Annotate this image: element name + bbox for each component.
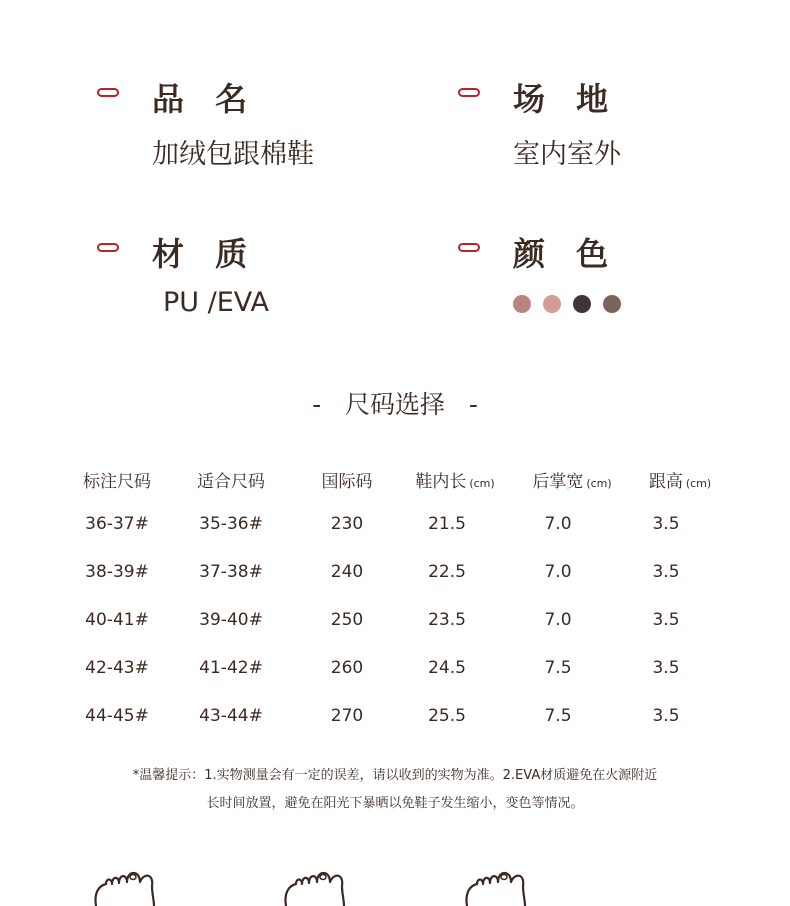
- table-cell: 3.5: [652, 610, 680, 630]
- table-row: [0, 558, 790, 606]
- table-row: [0, 654, 790, 702]
- table-cell: 3.5: [652, 514, 680, 534]
- table-cell: 7.0: [544, 562, 572, 582]
- table-cell: 3.5: [652, 658, 680, 678]
- table-cell: 3.5: [652, 562, 680, 582]
- table-cell: 270: [330, 706, 364, 726]
- table-cell: 43-44#: [199, 706, 263, 726]
- section-title: - 尺码选择 -: [312, 390, 478, 419]
- foot-icons-row: [0, 860, 790, 900]
- info-title: 颜 色: [513, 235, 619, 273]
- table-cell: 3.5: [652, 706, 680, 726]
- column-header: [83, 467, 151, 492]
- pill-marker-icon: [97, 88, 119, 97]
- table-cell: 41-42#: [199, 658, 263, 678]
- table-cell: 37-38#: [199, 562, 263, 582]
- table-cell: 24.5: [428, 658, 466, 678]
- table-header-row: [0, 462, 790, 510]
- info-value: 室内室外: [513, 139, 621, 170]
- table-cell: 260: [330, 658, 364, 678]
- column-header-label: 鞋内长: [415, 472, 467, 492]
- column-header-label: 适合尺码: [197, 472, 265, 492]
- table-cell: 40-41#: [85, 610, 149, 630]
- foot-icon: [282, 866, 352, 906]
- table-cell: 7.0: [544, 610, 572, 630]
- note-line-1: *温馨提示：1.实物测量会有一定的误差，请以收到的实物为准。2.EVA材质避免在火源附近: [132, 768, 658, 783]
- pill-marker-icon: [458, 243, 480, 252]
- column-header-label: 国际码: [321, 472, 373, 492]
- pill-marker-icon: [97, 243, 119, 252]
- color-swatch: [513, 295, 531, 313]
- column-header: [649, 467, 711, 492]
- column-header-label: 标注尺码: [83, 472, 151, 492]
- table-cell: 38-39#: [85, 562, 149, 582]
- table-row: [0, 702, 790, 750]
- color-swatches: [513, 295, 621, 313]
- info-title: 品 名: [152, 80, 258, 118]
- table-cell: 7.5: [544, 658, 572, 678]
- column-header: [415, 467, 494, 492]
- color-swatch: [603, 295, 621, 313]
- table-row: [0, 606, 790, 654]
- color-swatch: [573, 295, 591, 313]
- column-header-unit: (cm): [469, 477, 495, 490]
- table-cell: 36-37#: [85, 514, 149, 534]
- table-row: [0, 510, 790, 558]
- column-header-label: 跟高: [648, 472, 683, 492]
- color-swatch: [543, 295, 561, 313]
- info-title: 场 地: [513, 80, 619, 118]
- table-cell: 44-45#: [85, 706, 149, 726]
- table-cell: 230: [330, 514, 364, 534]
- column-header-label: 后掌宽: [532, 472, 584, 492]
- table-cell: 35-36#: [199, 514, 263, 534]
- table-cell: 21.5: [428, 514, 466, 534]
- table-cell: 39-40#: [199, 610, 263, 630]
- column-header: [532, 467, 611, 492]
- table-cell: 25.5: [428, 706, 466, 726]
- table-cell: 22.5: [428, 562, 466, 582]
- foot-icon: [92, 866, 162, 906]
- column-header-unit: (cm): [685, 477, 712, 490]
- table-cell: 7.5: [544, 706, 572, 726]
- table-cell: 7.0: [544, 514, 572, 534]
- column-header: [197, 467, 265, 492]
- table-cell: 42-43#: [85, 658, 149, 678]
- table-cell: 23.5: [428, 610, 466, 630]
- column-header: [322, 467, 373, 492]
- table-cell: 250: [330, 610, 364, 630]
- size-table: [0, 462, 790, 750]
- pill-marker-icon: [458, 88, 480, 97]
- column-header-unit: (cm): [586, 477, 612, 490]
- info-title: 材 质: [152, 235, 258, 273]
- info-value: 加绒包跟棉鞋: [152, 139, 314, 170]
- table-cell: 240: [330, 562, 364, 582]
- note-line-2: 长时间放置，避免在阳光下暴晒以免鞋子发生缩小，变色等情况。: [206, 796, 584, 811]
- info-value: PU /EVA: [163, 287, 269, 318]
- foot-icon: [463, 866, 533, 906]
